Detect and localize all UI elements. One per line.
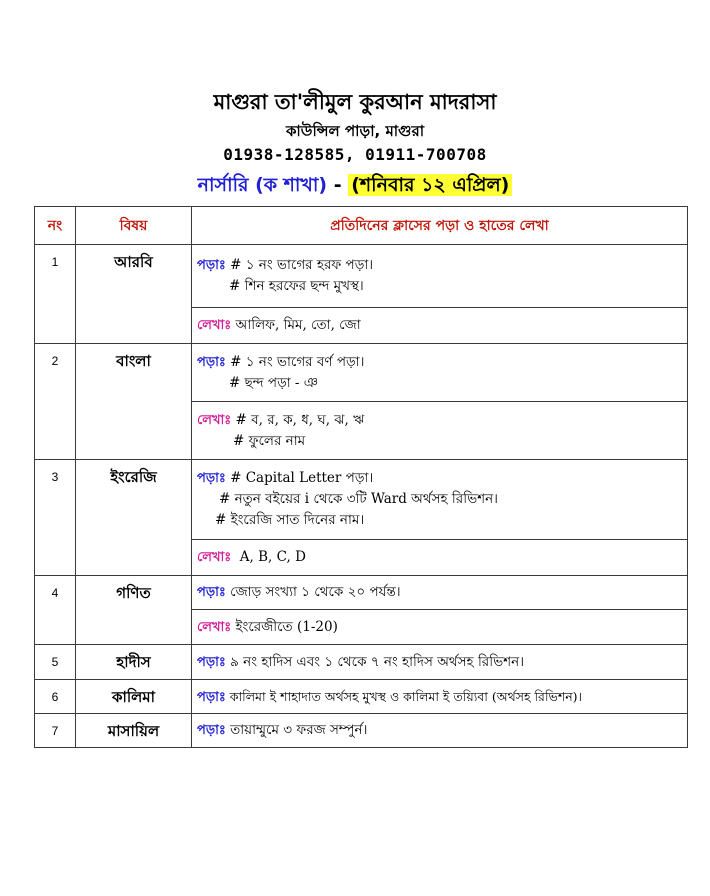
write-cell — [192, 610, 688, 645]
row-number: 6 — [35, 680, 76, 714]
read-line: পড়াঃ জোড় সংখ্যা ১ থেকে ২০ পর্যন্ত। — [197, 584, 401, 600]
write-line: লেখাঃ A, B, C, D — [197, 549, 306, 565]
header-subject: বিষয় — [76, 207, 192, 245]
read-line: পড়াঃ # ১ নং ভাগের বর্ণ পড়া। — [197, 353, 365, 370]
class-day-heading — [0, 171, 710, 203]
row-number: 3 — [35, 460, 76, 576]
row-subject: বাংলা — [76, 344, 192, 460]
read-cell — [192, 680, 688, 714]
schedule-table — [34, 206, 688, 748]
phone-numbers: 01938-128585, 01911-700708 — [223, 145, 487, 164]
header-no: নং — [35, 207, 76, 245]
row-subject: গণিত — [76, 576, 192, 645]
table-row — [35, 245, 688, 308]
write-line: লেখাঃ আলিফ, মিম, তো, জো — [197, 317, 361, 333]
write-cell — [192, 540, 688, 576]
write-line: # ফুলের নাম — [233, 432, 306, 449]
table-header-row — [35, 207, 688, 245]
row-number: 4 — [35, 576, 76, 645]
madrasa-title: মাগুরা তা'লীমুল কুরআন মাদরাসা — [213, 90, 497, 114]
table-row — [35, 645, 688, 680]
table-row — [35, 680, 688, 714]
row-subject: ইংরেজি — [76, 460, 192, 576]
row-subject: আরবি — [76, 245, 192, 344]
row-number: 5 — [35, 645, 76, 680]
read-cell — [192, 344, 688, 402]
read-line: পড়াঃ # Capital Letter পড়া। — [197, 470, 374, 486]
row-number: 2 — [35, 344, 76, 460]
read-line: # শিন হরফের ছন্দ মুখস্থ। — [229, 278, 364, 294]
read-line: পড়াঃ তায়াম্মুমে ৩ ফরজ সম্পুর্ন। — [197, 722, 368, 738]
write-cell — [192, 402, 688, 460]
class-name: নার্সারি (ক শাখা) — [197, 174, 328, 196]
row-number: 1 — [35, 245, 76, 344]
read-line: # নতুন বইয়ের i থেকে ৩টি Ward অর্থসহ রিভিশন। — [219, 491, 499, 507]
row-number: 7 — [35, 714, 76, 748]
read-line: পড়াঃ ৯ নং হাদিস এবং ১ থেকে ৭ নং হাদিস অর্থসহ রিভিশন। — [197, 653, 525, 670]
table-row — [35, 460, 688, 540]
madrasa-address: কাউন্সিল পাড়া, মাগুরা — [285, 122, 425, 140]
table-row — [35, 344, 688, 402]
row-subject: কালিমা — [76, 680, 192, 714]
read-line: পড়াঃ কালিমা ই শাহাদাত অর্থসহ মুখস্থ ও কালিমা ই তয়্যিবা (অর্থসহ রিভিশন)। — [197, 688, 583, 705]
table-row — [35, 576, 688, 610]
read-cell — [192, 460, 688, 540]
read-line: পড়াঃ # ১ নং ভাগের হরফ পড়া। — [197, 257, 374, 273]
read-cell — [192, 245, 688, 308]
read-label: পড়াঃ — [197, 258, 226, 273]
write-line: লেখাঃ # ব, র, ক, ধ, ঘ, ঝ, ঋ — [197, 411, 365, 428]
table-row — [35, 714, 688, 748]
write-label: লেখাঃ — [197, 318, 232, 333]
read-cell — [192, 645, 688, 680]
read-line: # ছন্দ পড়া - ঞ — [229, 374, 319, 391]
write-cell — [192, 308, 688, 344]
heading-separator: - — [333, 174, 342, 196]
read-cell — [192, 576, 688, 610]
day-badge: (শনিবার ১২ এপ্রিল) — [348, 174, 512, 196]
read-cell — [192, 714, 688, 748]
row-subject: হাদীস — [76, 645, 192, 680]
read-line: # ইংরেজি সাত দিনের নাম। — [215, 512, 365, 528]
row-subject: মাসায়িল — [76, 714, 192, 748]
header-content: প্রতিদিনের ক্লাসের পড়া ও হাতের লেখা — [192, 207, 688, 245]
write-line: লেখাঃ ইংরেজীতে (1-20) — [197, 618, 338, 635]
